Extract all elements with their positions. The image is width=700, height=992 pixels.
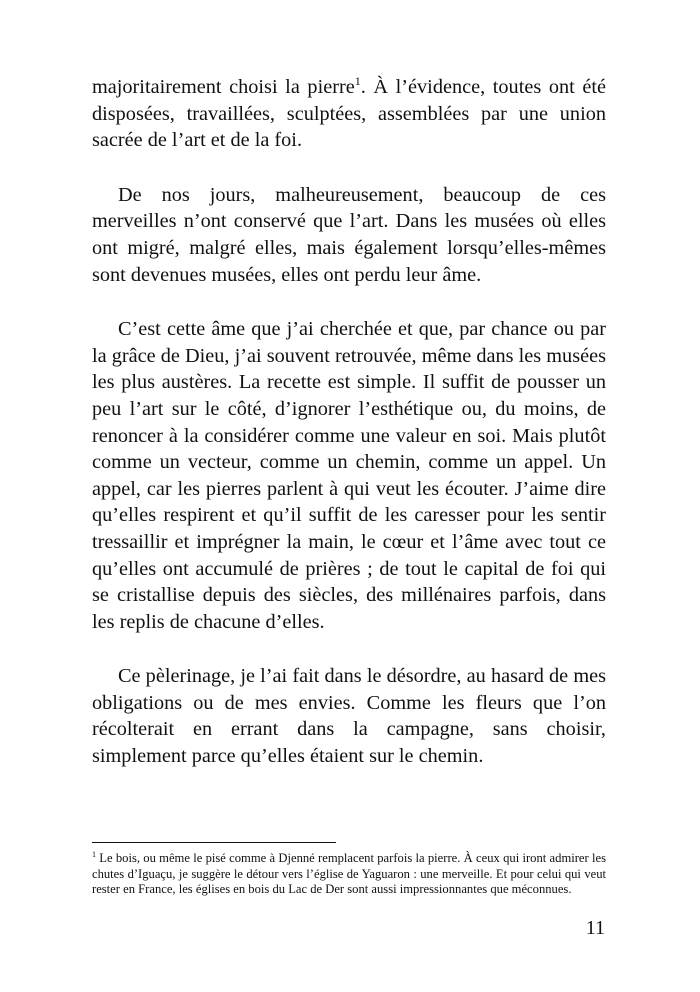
footnote — [92, 851, 606, 898]
page-number: 11 — [585, 917, 605, 939]
paragraph-1 — [92, 74, 606, 154]
page-body — [92, 74, 606, 770]
footnote-marker: 1 — [92, 850, 96, 859]
paragraph-1-text-after-ref: . À l’évidence, toutes ont été disposées, travaillées, sculptées, assemblées par une union sacrée de l’art et de la foi. — [92, 76, 606, 152]
paragraph-3: C’est cette âme que j’ai cherchée et que, par chance ou par la grâce de Dieu, j’ai souvent retrouvée, même dans les musées les plus austères. La recette est simple. Il suffit de pousser un peu l’art sur le côté, d’ignorer l’esthétique ou, du moins, de renoncer à la considérer comme une valeur en soi. Mais plutôt comme un vecteur, comme un chemin, comme un appel. Un appel, car les pierres parlent à qui veut les écouter. J’aime dire qu’elles respirent et qu’il suffit de les caresser pour les sentir tressaillir et imprégner la main, le cœur et l’âme avec tout ce qu’elles ont accumulé de prières ; de tout le capital de foi qui se cristallise depuis des siècles, des millénaires parfois, dans les replis de chacune d’elles. — [92, 318, 606, 633]
paragraph-2: De nos jours, malheureusement, beaucoup de ces merveilles n’ont conservé que l’art. Dans les musées où elles ont migré, malgré elles, mais également lorsqu’elles-mêmes sont devenues musées, elles ont perdu leur âme. — [92, 183, 606, 286]
paragraph-1-text-before-ref: majoritairement choisi la pierre — [92, 76, 355, 98]
footnote-separator — [92, 842, 336, 843]
footnote-text: Le bois, ou même le pisé comme à Djenné remplacent parfois la pierre. À ceux qui iront admirer les chutes d’Iguaçu, je suggère le détour vers l’église de Yaguaron : une merveille. Et pour celui qui veut rester en France, les églises en bois du Lac de Der sont aussi impressionnantes que méconnues. — [92, 851, 606, 897]
footnote-reference: 1 — [354, 74, 361, 88]
paragraph-4: Ce pèlerinage, je l’ai fait dans le désordre, au hasard de mes obligations ou de mes envies. Comme les fleurs que l’on récolterait en errant dans la campagne, sans choisir, simplement parce qu’elles étaient sur le chemin. — [92, 665, 606, 768]
